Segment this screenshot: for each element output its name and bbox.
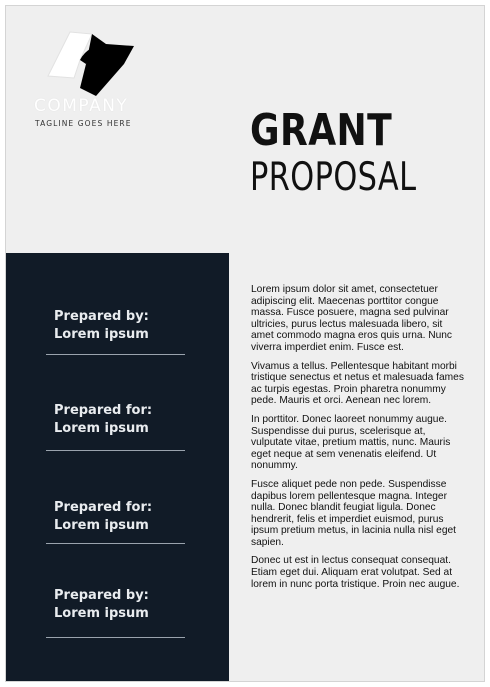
prepared-value: Lorem ipsum (54, 327, 149, 342)
prepared-value: Lorem ipsum (54, 606, 149, 621)
prepared-label: Prepared by: (54, 588, 149, 603)
prepared-label: Prepared for: (54, 500, 153, 515)
prepared-block (54, 402, 152, 438)
paragraph: Vivamus a tellus. Pellentesque habitant morbi tristique senectus et netus et malesuada fames ac turpis egestas. Proin pharetra nonummy pede. Mauris et orci. Aenean nec lorem. (251, 360, 464, 407)
company-tagline: TAGLINE GOES HERE (35, 119, 132, 128)
document-page (5, 5, 485, 682)
title-line-1: GRANT (250, 105, 393, 156)
prepared-label: Prepared by: (54, 309, 149, 324)
sidebar-divider (46, 543, 185, 544)
paragraph: Fusce aliquet pede non pede. Suspendisse dapibus lorem pellentesque magna. Integer nulla. Donec blandit feugiat ligula. Donec hendrerit, felis et imperdiet euismod, purus ipsum pretium metus, in lacinia nulla nisl eget sapien. (251, 478, 456, 548)
paragraph: In porttitor. Donec laoreet nonummy augue. Suspendisse dui purus, scelerisque at, vulputate vitae, pretium mattis, nunc. Mauris eget neque at sem venenatis eleifend. Ut nonummy. (251, 413, 451, 472)
prepared-block (54, 499, 152, 535)
title-line-2: PROPOSAL (250, 155, 417, 200)
sidebar-divider (46, 354, 185, 355)
prepared-block (54, 587, 149, 623)
paragraph: Lorem ipsum dolor sit amet, consectetuer adipiscing elit. Maecenas porttitor congue massa. Fusce posuere, magna sed pulvinar ultricies, purus lectus malesuada libero, sit amet commodo magna eros quis urna. Nunc viverra imperdiet enim. Fusce est. (251, 284, 453, 353)
sidebar-divider (46, 637, 185, 638)
paragraph: Donec ut est in lectus consequat consequat. Etiam eget dui. Aliquam erat volutpat. Sed at lorem in nunc porta tristique. Proin nec augue. (251, 555, 460, 590)
sidebar-divider (46, 450, 185, 451)
body-text (251, 284, 466, 597)
prepared-block (54, 308, 149, 344)
prepared-value: Lorem ipsum (54, 518, 149, 533)
logo-mark-icon (46, 30, 138, 96)
prepared-label: Prepared for: (54, 403, 153, 418)
sidebar-panel (6, 253, 229, 681)
company-name: COMPANY (34, 96, 129, 116)
prepared-value: Lorem ipsum (54, 421, 149, 436)
